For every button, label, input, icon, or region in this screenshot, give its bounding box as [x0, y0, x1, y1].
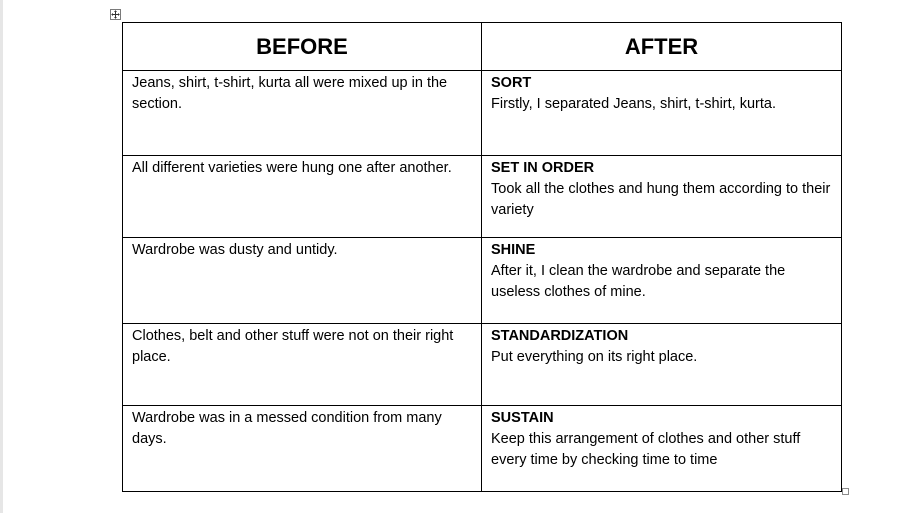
- after-cell[interactable]: [482, 324, 842, 406]
- before-after-table: [122, 22, 842, 492]
- table-row: [123, 71, 842, 156]
- step-description: Took all the clothes and hung them according to their variety: [491, 181, 831, 218]
- after-cell[interactable]: [482, 238, 842, 324]
- after-cell[interactable]: [482, 156, 842, 238]
- step-title: STANDARDIZATION: [491, 328, 629, 344]
- table-move-icon[interactable]: [110, 9, 121, 20]
- page-left-edge: [0, 0, 3, 513]
- before-cell[interactable]: Wardrobe was dusty and untidy.: [123, 238, 482, 324]
- table-row: [123, 406, 842, 492]
- after-cell[interactable]: [482, 71, 842, 156]
- table-row: [123, 156, 842, 238]
- step-description: Put everything on its right place.: [491, 349, 698, 365]
- header-before[interactable]: BEFORE: [123, 23, 482, 71]
- table-row: [123, 238, 842, 324]
- step-title: SET IN ORDER: [491, 160, 595, 176]
- step-description: After it, I clean the wardrobe and separate the useless clothes of mine.: [491, 263, 786, 300]
- step-title: SORT: [491, 75, 532, 91]
- table-row: [123, 324, 842, 406]
- before-cell[interactable]: All different varieties were hung one after another.: [123, 156, 482, 238]
- step-description: Firstly, I separated Jeans, shirt, t-shirt, kurta.: [491, 96, 776, 112]
- step-title: SHINE: [491, 242, 536, 258]
- before-cell[interactable]: Wardrobe was in a messed condition from many days.: [123, 406, 482, 492]
- before-cell[interactable]: Jeans, shirt, t-shirt, kurta all were mixed up in the section.: [123, 71, 482, 156]
- before-cell[interactable]: Clothes, belt and other stuff were not on their right place.: [123, 324, 482, 406]
- table-resize-icon[interactable]: [842, 488, 849, 495]
- step-description: Keep this arrangement of clothes and other stuff every time by checking time to time: [491, 431, 801, 468]
- step-title: SUSTAIN: [491, 410, 554, 426]
- header-after[interactable]: AFTER: [482, 23, 842, 71]
- four-arrows-icon: [111, 10, 120, 19]
- after-cell[interactable]: [482, 406, 842, 492]
